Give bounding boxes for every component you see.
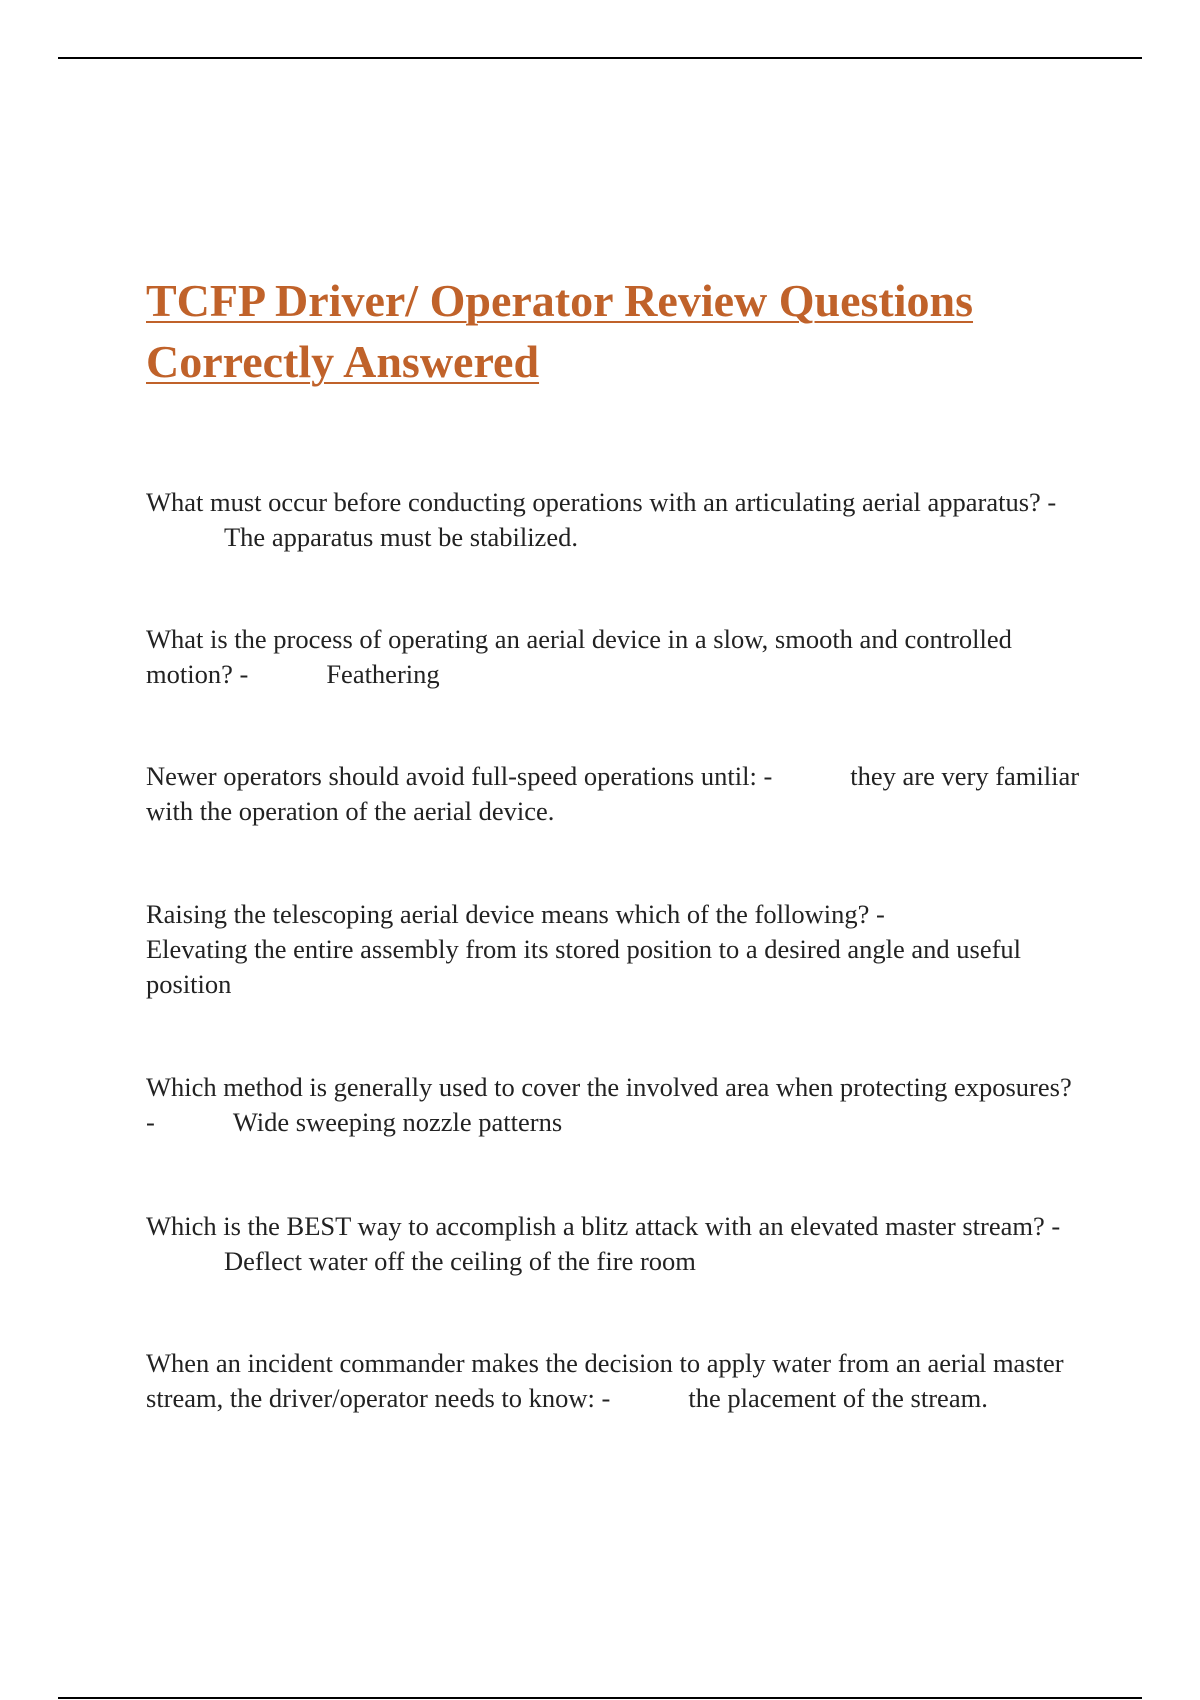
answer-text: Wide sweeping nozzle patterns xyxy=(232,1107,563,1137)
qa-item-4 xyxy=(146,897,1086,1002)
question-text: Which is the BEST way to accomplish a blitz attack with an elevated master stream? - xyxy=(146,1211,1061,1241)
answer-text: Elevating the entire assembly from its stored position to a desired angle and useful position xyxy=(146,934,1022,999)
qa-item-7 xyxy=(146,1346,1086,1416)
qa-item-3 xyxy=(146,759,1086,829)
qa-item-5 xyxy=(146,1070,1086,1140)
answer-text: they are very familiar with the operation of the aerial device. xyxy=(146,761,1080,826)
question-text: When an incident commander makes the decision to apply water from an aerial master stream, the driver/operator needs to know: - xyxy=(146,1348,1064,1413)
footer-rule xyxy=(58,1697,1142,1699)
answer-text: The apparatus must be stabilized. xyxy=(224,522,578,552)
qa-item-2 xyxy=(146,622,1086,692)
question-text: Which method is generally used to cover the involved area when protecting exposures? - xyxy=(146,1072,1072,1137)
header-rule xyxy=(58,57,1142,59)
title-line-1: TCFP Driver/ Operator Review Questions xyxy=(146,275,974,326)
answer-text: the placement of the stream. xyxy=(688,1383,988,1413)
answer-text: Feathering xyxy=(326,659,440,689)
answer-text: Deflect water off the ceiling of the fire room xyxy=(224,1246,696,1276)
question-text: Newer operators should avoid full-speed operations until: - xyxy=(146,761,773,791)
question-text: Raising the telescoping aerial device means which of the following? - xyxy=(146,899,885,929)
question-text: What must occur before conducting operations with an articulating aerial apparatus? - xyxy=(146,487,1057,517)
question-text: What is the process of operating an aerial device in a slow, smooth and controlled motion? - xyxy=(146,624,1012,689)
document-title xyxy=(146,270,1086,392)
qa-item-6 xyxy=(146,1209,1086,1279)
qa-item-1 xyxy=(146,485,1086,555)
title-line-2: Correctly Answered xyxy=(146,336,540,387)
